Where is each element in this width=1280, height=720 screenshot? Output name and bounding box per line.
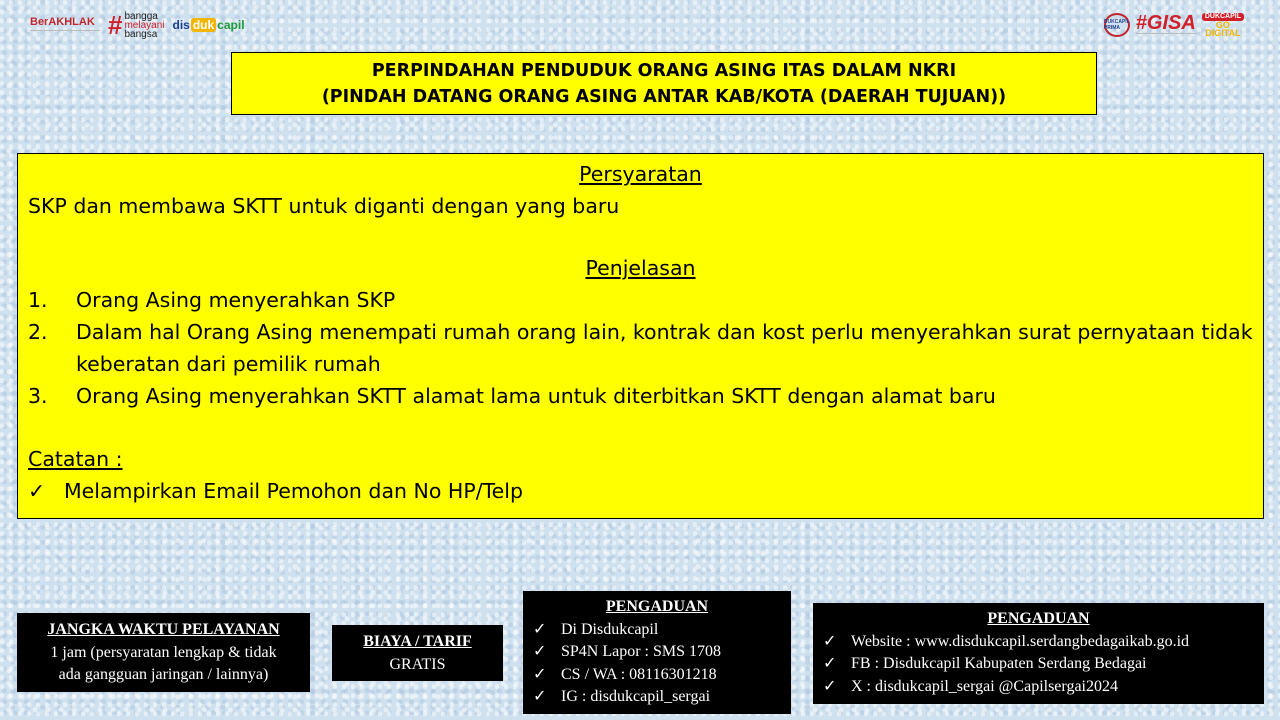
fee-box xyxy=(332,625,503,681)
header-logos-left xyxy=(30,10,245,40)
catatan-text: Melampirkan Email Pemohon dan No HP/Telp xyxy=(64,479,523,503)
dukcapil-go-digital-logo: DUKCAPIL GO DIGITAL xyxy=(1202,13,1244,37)
service-time-heading: JANGKA WAKTU PELAYANAN xyxy=(47,621,280,638)
list-item: ✓ X : disdukcapil_sergai @Capilsergai2024 xyxy=(823,676,1264,699)
check-icon: ✓ xyxy=(823,677,837,695)
berakhlak-logo: BerAKHLAK xyxy=(30,17,100,33)
fee-value: GRATIS xyxy=(389,655,446,673)
requirements-panel xyxy=(17,153,1264,519)
catatan-heading: Catatan : xyxy=(28,447,123,471)
check-icon: ✓ xyxy=(823,655,837,672)
list-item: 2. Dalam hal Orang Asing menempati rumah orang lain, kontrak dan kost perlu menyerahkan surat pernyataan tidak keberatan dari pemilik rumah xyxy=(28,320,1253,376)
check-icon: ✓ xyxy=(533,665,547,683)
complaint-heading-1: PENGADUAN xyxy=(605,598,709,615)
service-time-box xyxy=(17,613,310,692)
penjelasan-list xyxy=(28,284,1253,412)
list-item: 1. Orang Asing menyerahkan SKP xyxy=(28,288,396,312)
bangga-melayani-bangsa-logo: # bangga melayani bangsa xyxy=(108,10,165,40)
complaint-heading-2: PENGADUAN xyxy=(987,610,1090,627)
complaint-box-2 xyxy=(813,603,1264,704)
dukcapil-prima-logo: DUKCAPIL PRIMA xyxy=(1104,13,1130,37)
list-item: ✓ FB : Disdukcapil Kabupaten Serdang Bedagai xyxy=(823,653,1264,676)
check-icon: ✓ xyxy=(533,688,547,705)
list-item: 3. Orang Asing menyerahkan SKTT alamat lama untuk diterbitkan SKTT dengan alamat baru xyxy=(28,384,996,408)
list-item: ✓ CS / WA : 08116301218 xyxy=(533,664,791,687)
list-item: ✓ Website : www.disdukcapil.serdangbedagaikab.go.id xyxy=(823,631,1264,654)
disdukcapil-logo: dis duk capil xyxy=(172,18,245,32)
header-logos-right xyxy=(1104,10,1244,40)
penjelasan-heading: Penjelasan xyxy=(585,256,696,280)
service-time-line-2: ada gangguan jaringan / lainnya) xyxy=(58,666,269,683)
list-item: ✓ Di Disdukcapil xyxy=(533,619,791,642)
check-icon: ✓ xyxy=(823,632,837,650)
fee-heading: BIAYA / TARIF xyxy=(363,633,472,650)
service-time-line-1: 1 jam (persyaratan lengkap & tidak xyxy=(50,643,277,661)
list-item: ✓ IG : disdukcapil_sergai xyxy=(533,686,791,709)
catatan-item xyxy=(28,475,1253,507)
title-line-2: (PINDAH DATANG ORANG ASING ANTAR KAB/KOTA (DAERAH TUJUAN)) xyxy=(321,86,1007,107)
title-line-1: PERPINDAHAN PENDUDUK ORANG ASING ITAS DALAM NKRI xyxy=(371,60,957,81)
check-icon: ✓ xyxy=(28,479,46,503)
check-icon: ✓ xyxy=(533,643,547,660)
complaint-box-1 xyxy=(523,591,791,714)
check-icon: ✓ xyxy=(533,620,547,638)
persyaratan-heading: Persyaratan xyxy=(579,162,702,186)
persyaratan-text: SKP dan membawa SKTT untuk diganti dengan yang baru xyxy=(28,194,620,218)
list-item: ✓ SP4N Lapor : SMS 1708 xyxy=(533,641,791,664)
gisa-logo: #GISA xyxy=(1136,13,1196,37)
page-title xyxy=(231,52,1097,115)
